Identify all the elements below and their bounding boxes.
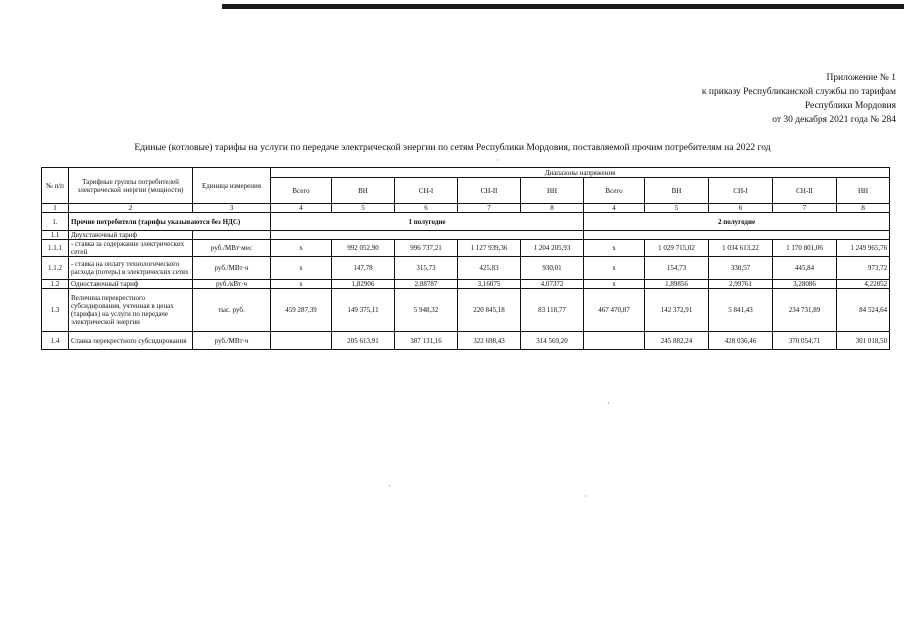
value-cell: 142 372,91 [645,289,709,332]
column-number: 2 [69,204,193,213]
value-cell: х [271,257,332,280]
header-num: № п/п [42,168,69,204]
document-title: Единые (котловые) тарифы на услуги по передаче электрической энергии по сетям Республики Мордовия, поставляемой прочим потребителям на 2022 год [134,142,771,153]
value-cell: 5 948,32 [395,289,458,332]
level-header: СН-II [773,178,837,204]
section-label: Прочие потребители (тарифы указываются без НДС) [69,213,271,231]
empty-cell [271,231,584,240]
value-cell: 314 569,20 [521,332,584,350]
column-number: 8 [837,204,890,213]
value-cell: 467 470,87 [584,289,645,332]
value-cell: х [584,240,645,257]
value-cell: х [271,280,332,289]
row-unit: руб./кВт·ч [193,280,271,289]
value-cell: 1 204 205,93 [521,240,584,257]
value-cell: 459 287,39 [271,289,332,332]
value-cell [584,332,645,350]
column-number: 6 [395,204,458,213]
value-cell: 3,28086 [773,280,837,289]
row-num: 1.1 [42,231,69,240]
row-unit: руб./МВт·мес [193,240,271,257]
value-cell: 301 018,50 [837,332,890,350]
value-cell: 4,07372 [521,280,584,289]
column-number: 7 [458,204,521,213]
level-header: СН-I [709,178,773,204]
tariff-table [41,167,890,350]
value-cell: 445,84 [773,257,837,280]
header-group: Тарифные группы потребителей электрической энергии (мощности) [69,168,193,204]
column-numbers-row [42,204,890,213]
value-cell: 84 524,64 [837,289,890,332]
value-cell: 1 029 715,02 [645,240,709,257]
value-cell: 154,73 [645,257,709,280]
row-label: Величина перекрестного субсидирования, учтенная в ценах (тарифах) на услуги по передаче электрической энергии [69,289,193,332]
level-header: Всего [271,178,332,204]
section-num: 1. [42,213,69,231]
row-unit: тыс. руб. [193,289,271,332]
value-cell: 387 131,16 [395,332,458,350]
header-unit: Единица измерения [193,168,271,204]
table-row [42,289,890,332]
value-cell: 1 249 965,76 [837,240,890,257]
table-row [42,231,890,240]
column-number: 3 [193,204,271,213]
row-label: Одноставочный тариф [69,280,193,289]
value-cell: 1,89856 [645,280,709,289]
value-cell [271,332,332,350]
scan-speck: · [388,482,391,491]
value-cell: 425,83 [458,257,521,280]
value-cell: 996 737,21 [395,240,458,257]
row-num: 1.3 [42,289,69,332]
column-number: 7 [773,204,837,213]
empty-cell [584,231,890,240]
column-number: 1 [42,204,69,213]
scan-speck: · [607,399,610,408]
column-number: 8 [521,204,584,213]
table-row [42,280,890,289]
value-cell: 2,99761 [709,280,773,289]
value-cell: 3,16075 [458,280,521,289]
value-cell: 5 841,43 [709,289,773,332]
header-ranges: Диапазоны напряжения [271,168,890,178]
row-label: - ставка на оплату технологического расхода (потерь) в электрических сетях [69,257,193,280]
value-cell: 245 882,24 [645,332,709,350]
value-cell: 205 613,91 [332,332,395,350]
row-unit: руб./МВт·ч [193,332,271,350]
level-header: Всего [584,178,645,204]
value-cell: 1,82906 [332,280,395,289]
level-header: СН-II [458,178,521,204]
value-cell: 992 052,90 [332,240,395,257]
value-cell: 315,73 [395,257,458,280]
scan-speck: · [496,156,499,165]
column-number: 6 [709,204,773,213]
value-cell: 1 127 939,36 [458,240,521,257]
value-cell: 220 845,18 [458,289,521,332]
appendix-block [702,71,896,127]
level-header: ВН [645,178,709,204]
row-num: 1.2 [42,280,69,289]
value-cell: 234 731,89 [773,289,837,332]
value-cell: х [584,257,645,280]
table-row [42,257,890,280]
value-cell: 330,57 [709,257,773,280]
half-year-2: 2 полугодие [584,213,890,231]
value-cell: 149 375,11 [332,289,395,332]
row-num: 1.4 [42,332,69,350]
column-number: 4 [271,204,332,213]
value-cell: 322 698,43 [458,332,521,350]
column-number: 4 [584,204,645,213]
value-cell: 370 054,71 [773,332,837,350]
scan-speck: · [584,492,587,501]
row-label: Ставка перекрестного субсидирования [69,332,193,350]
value-cell: 4,22852 [837,280,890,289]
row-label: Двухставочный тариф [69,231,193,240]
row-num: 1.1.2 [42,257,69,280]
half-year-1: 1 полугодие [271,213,584,231]
appendix-line-3: Республики Мордовия [804,101,896,111]
value-cell: 83 118,77 [521,289,584,332]
column-number: 5 [332,204,395,213]
table-row [42,332,890,350]
value-cell: 147,78 [332,257,395,280]
value-cell: 1 170 801,06 [773,240,837,257]
level-header: СН-I [395,178,458,204]
appendix-line-2: к приказу Республиканской службы по тарифам [701,87,896,97]
level-header: НН [521,178,584,204]
empty-cell [193,231,271,240]
value-cell: 1 034 613,22 [709,240,773,257]
row-unit: руб./МВт·ч [193,257,271,280]
section-row [42,213,890,231]
value-cell: 973,72 [837,257,890,280]
top-border-bar [222,4,904,9]
column-number: 5 [645,204,709,213]
value-cell: 930,01 [521,257,584,280]
row-num: 1.1.1 [42,240,69,257]
row-label: - ставка за содержание электрических сетей [69,240,193,257]
level-header: ВН [332,178,395,204]
level-header: НН [837,178,890,204]
value-cell: 2,88787 [395,280,458,289]
value-cell: х [271,240,332,257]
header-row [42,168,890,178]
appendix-line-1: Приложение № 1 [826,73,896,83]
table-row [42,240,890,257]
value-cell: х [584,280,645,289]
appendix-line-4: от 30 декабря 2021 года № 284 [772,115,896,125]
value-cell: 428 036,46 [709,332,773,350]
